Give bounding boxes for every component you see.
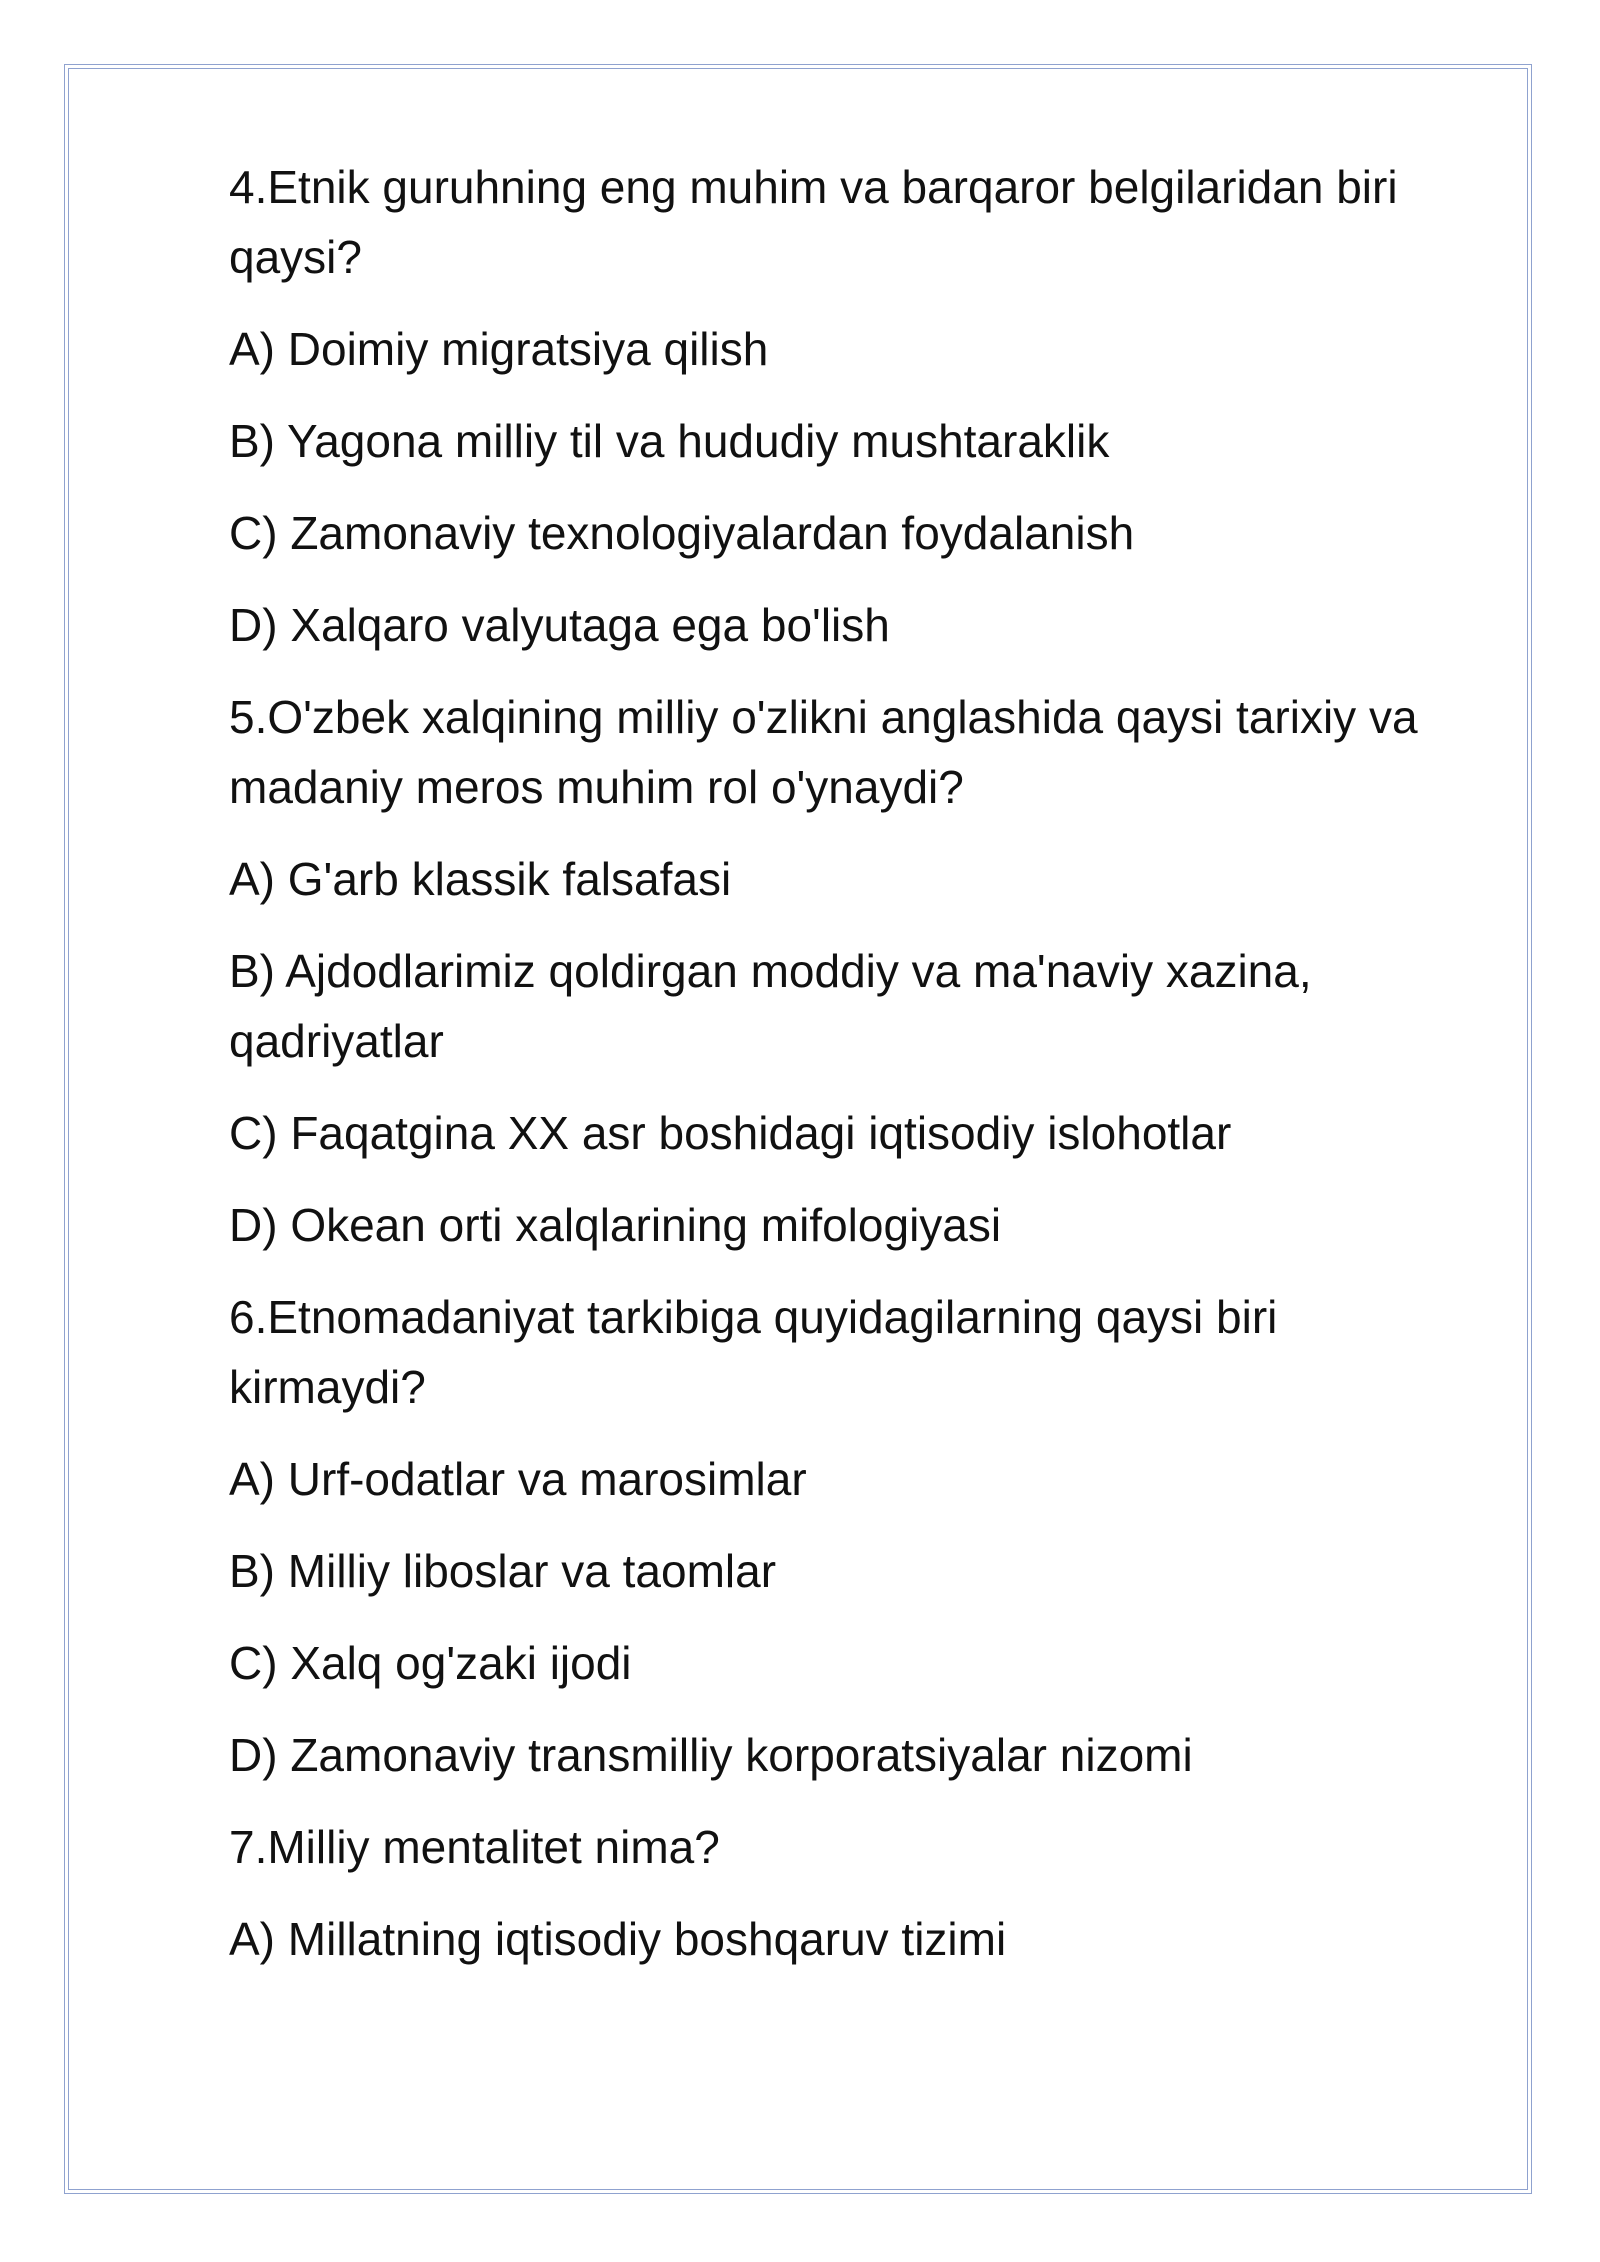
question-4-option-d: D) Xalqaro valyutaga ega bo'lish xyxy=(229,599,890,651)
question-6-option-c: C) Xalq og'zaki ijodi xyxy=(229,1637,632,1689)
question-7-option-a: A) Millatning iqtisodiy boshqaruv tizimi xyxy=(229,1913,1007,1965)
document-content xyxy=(229,152,1459,1996)
question-7-text: 7.Milliy mentalitet nima? xyxy=(229,1821,720,1873)
question-6-text: 6.Etnomadaniyat tarkibiga quyidagilarning qaysi biri kirmaydi? xyxy=(229,1291,1278,1413)
question-5-option-c: C) Faqatgina XX asr boshidagi iqtisodiy islohotlar xyxy=(229,1107,1232,1159)
question-4-option-c: C) Zamonaviy texnologiyalardan foydalanish xyxy=(229,507,1135,559)
question-6-option-b: B) Milliy liboslar va taomlar xyxy=(229,1545,777,1597)
question-6-option-d: D) Zamonaviy transmilliy korporatsiyalar nizomi xyxy=(229,1729,1193,1781)
question-5-text: 5.O'zbek xalqining milliy o'zlikni anglashida qaysi tarixiy va madaniy meros muhim rol o'ynaydi? xyxy=(229,691,1418,813)
question-5-option-d: D) Okean orti xalqlarining mifologiyasi xyxy=(229,1199,1002,1251)
question-5-option-b: B) Ajdodlarimiz qoldirgan moddiy va ma'naviy xazina, qadriyatlar xyxy=(229,945,1312,1067)
question-4-option-a: A) Doimiy migratsiya qilish xyxy=(229,323,769,375)
question-4-text: 4.Etnik guruhning eng muhim va barqaror belgilaridan biri qaysi? xyxy=(229,161,1398,283)
question-5-option-a: A) G'arb klassik falsafasi xyxy=(229,853,732,905)
question-6-option-a: A) Urf-odatlar va marosimlar xyxy=(229,1453,807,1505)
question-4-option-b: B) Yagona milliy til va hududiy mushtaraklik xyxy=(229,415,1110,467)
